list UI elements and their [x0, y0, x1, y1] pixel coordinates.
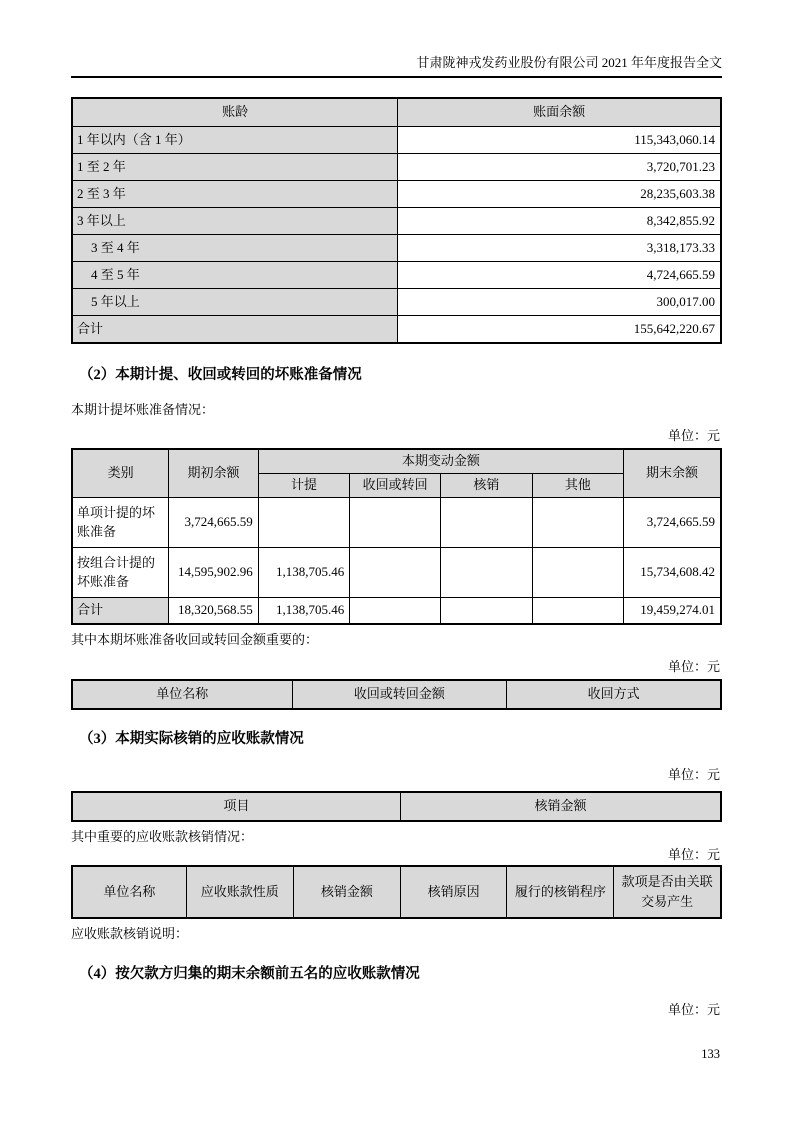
writeoff-header-item: 项目 [72, 792, 400, 821]
unit-label: 单位：元 [667, 1002, 720, 1017]
section-2-heading: （2）本期计提、收回或转回的坏账准备情况 [79, 367, 362, 383]
provision-row-provision: 1,138,705.46 [258, 548, 350, 598]
provision-header-other: 其他 [532, 474, 624, 498]
important-header-amount: 核销金额 [293, 866, 400, 918]
recovery-header-amount: 收回或转回金额 [292, 680, 507, 709]
section-2-intro-note: 本期计提坏账准备情况： [71, 402, 215, 417]
unit-label: 单位：元 [667, 428, 720, 443]
provision-row-closing: 3,724,665.59 [624, 498, 721, 548]
provision-row-other [532, 498, 624, 548]
provision-total-closing: 19,459,274.01 [624, 598, 721, 625]
table-row [72, 208, 721, 235]
provision-row-writeoff [441, 498, 533, 548]
provision-row-category: 按组合计提的坏账准备 [72, 548, 169, 598]
aging-row-label: 4 至 5 年 [72, 262, 398, 289]
provision-row-opening: 14,595,902.96 [169, 548, 259, 598]
provision-header-row-1 [72, 449, 721, 474]
aging-row-label: 1 至 2 年 [72, 154, 398, 181]
important-writeoff-table [71, 865, 722, 919]
aging-total-label: 合计 [72, 316, 398, 344]
table-row [72, 262, 721, 289]
provision-row-writeoff [441, 548, 533, 598]
provision-header-closing: 期末余额 [624, 449, 721, 498]
important-header-procedure: 履行的核销程序 [507, 866, 614, 918]
provision-total-writeoff [441, 598, 533, 625]
aging-total-row [72, 316, 721, 344]
aging-row-label: 1 年以内（含 1 年） [72, 127, 398, 154]
aging-table [71, 97, 722, 344]
aging-row-value: 115,343,060.14 [398, 127, 721, 154]
writeoff-header-amount: 核销金额 [400, 792, 721, 821]
unit-label: 单位：元 [667, 847, 720, 862]
aging-row-value: 28,235,603.38 [398, 181, 721, 208]
recovery-header-row [72, 680, 721, 709]
important-header-reason: 核销原因 [400, 866, 506, 918]
table-row [72, 548, 721, 598]
table-row [72, 498, 721, 548]
important-writeoff-header-row [72, 866, 721, 918]
provision-total-label: 合计 [72, 598, 169, 625]
recovery-table [71, 679, 722, 710]
important-writeoff-note: 其中重要的应收账款核销情况： [71, 829, 254, 844]
aging-row-label: 3 年以上 [72, 208, 398, 235]
provision-header-recover: 收回或转回 [350, 474, 441, 498]
provision-row-recover [350, 498, 441, 548]
provision-total-provision: 1,138,705.46 [258, 598, 350, 625]
table-row [72, 127, 721, 154]
provision-row-category: 单项计提的坏账准备 [72, 498, 169, 548]
provision-row-provision [258, 498, 350, 548]
aging-row-value: 4,724,665.59 [398, 262, 721, 289]
table-row [72, 181, 721, 208]
aging-row-label: 2 至 3 年 [72, 181, 398, 208]
section-4-heading: （4）按欠款方归集的期末余额前五名的应收账款情况 [79, 966, 420, 982]
provision-header-change-group: 本期变动金额 [258, 449, 623, 474]
important-header-related: 款项是否由关联交易产生 [614, 866, 721, 918]
important-header-nature: 应收账款性质 [186, 866, 293, 918]
page-number: 133 [701, 1047, 720, 1061]
writeoff-header-row [72, 792, 721, 821]
recover-note: 其中本期坏账准备收回或转回金额重要的： [71, 632, 319, 647]
aging-row-value: 300,017.00 [398, 289, 721, 316]
report-header-title: 甘肃陇神戎发药业股份有限公司 2021 年年度报告全文 [71, 0, 722, 78]
unit-label: 单位：元 [667, 767, 720, 782]
writeoff-explain-note: 应收账款核销说明： [71, 926, 189, 941]
aging-total-value: 155,642,220.67 [398, 316, 721, 344]
provision-header-writeoff: 核销 [441, 474, 533, 498]
aging-header-row [72, 98, 721, 127]
provision-total-recover [350, 598, 441, 625]
provision-row-other [532, 548, 624, 598]
table-row [72, 154, 721, 181]
unit-label: 单位：元 [667, 659, 720, 674]
section-3-heading: （3）本期实际核销的应收账款情况 [79, 731, 304, 747]
provision-movement-table [71, 448, 722, 625]
important-header-unit: 单位名称 [72, 866, 186, 918]
aging-row-label: 3 至 4 年 [72, 235, 398, 262]
aging-row-value: 8,342,855.92 [398, 208, 721, 235]
recovery-header-unit: 单位名称 [72, 680, 292, 709]
provision-header-provision: 计提 [258, 474, 350, 498]
aging-row-value: 3,720,701.23 [398, 154, 721, 181]
table-row [72, 235, 721, 262]
provision-total-other [532, 598, 624, 625]
provision-row-opening: 3,724,665.59 [169, 498, 259, 548]
aging-row-value: 3,318,173.33 [398, 235, 721, 262]
recovery-header-method: 收回方式 [507, 680, 721, 709]
aging-row-label: 5 年以上 [72, 289, 398, 316]
provision-row-recover [350, 548, 441, 598]
writeoff-table [71, 791, 722, 822]
table-row [72, 289, 721, 316]
provision-header-opening: 期初余额 [169, 449, 259, 498]
provision-row-closing: 15,734,608.42 [624, 548, 721, 598]
provision-header-category: 类别 [72, 449, 169, 498]
provision-total-row [72, 598, 721, 625]
provision-total-opening: 18,320,568.55 [169, 598, 259, 625]
aging-header-balance: 账面余额 [398, 98, 721, 127]
aging-header-aging: 账龄 [72, 98, 398, 127]
